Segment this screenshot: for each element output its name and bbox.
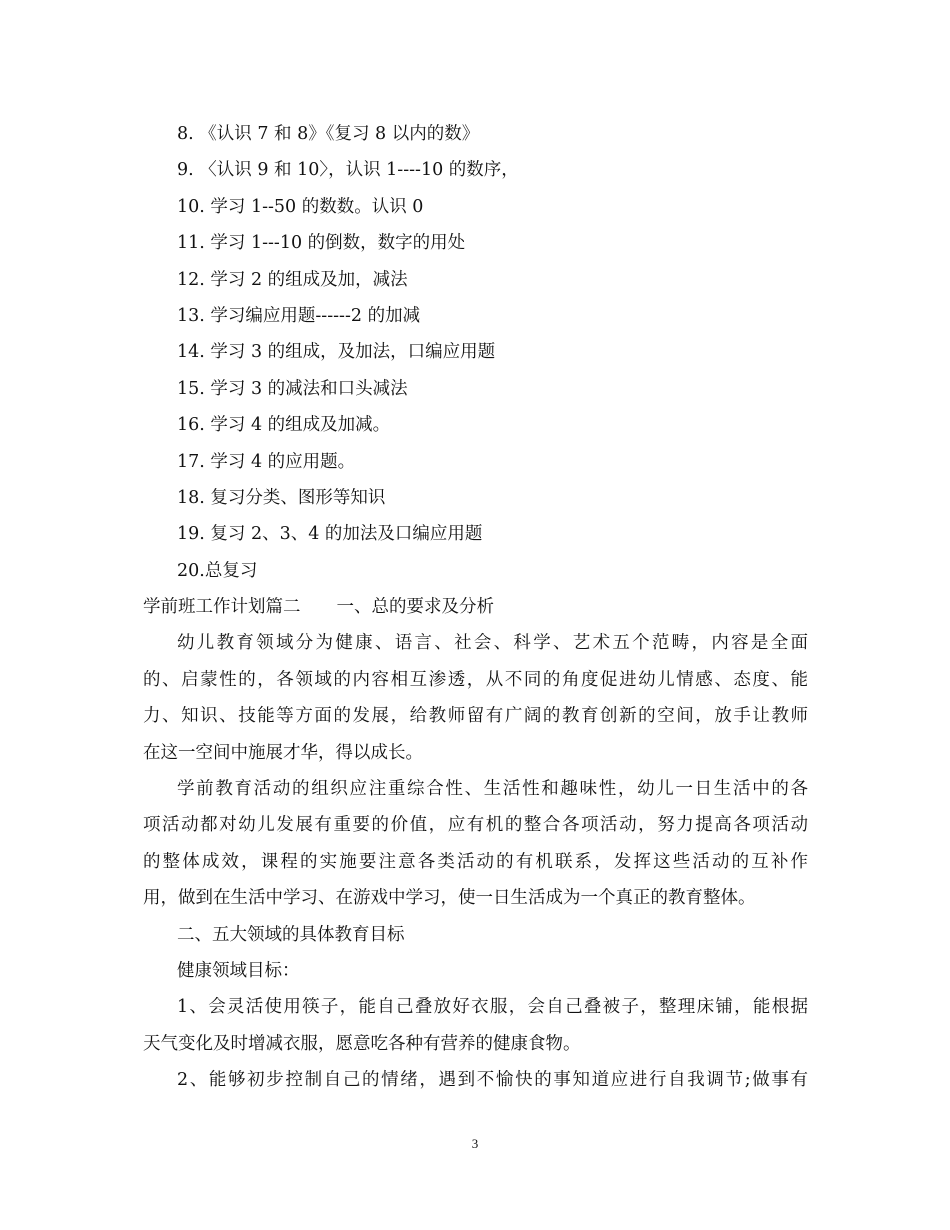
paragraph-line: 在这一空间中施展才华，得以成长。 [143,742,423,763]
list-item: 13. 学习编应用题------2 的加减 [177,305,421,326]
list-item: 9. 〈认识 9 和 10〉，认识 1----10 的数序， [177,160,519,181]
list-item: 18. 复习分类、图形等知识 [177,487,386,508]
paragraph-line: 的整体成效，课程的实施要注意各类活动的有机联系，发挥这些活动的互补作 [143,851,808,872]
subsection-title: 健康领域目标： [177,960,300,981]
heading-section: 一、总的要求及分析 [336,597,494,618]
page-content [143,116,808,1099]
list-item: 20.总复习 [177,560,258,581]
section-heading [143,589,808,625]
list-item: 19. 复习 2、3、4 的加法及口编应用题 [177,524,483,545]
list-item: 14. 学习 3 的组成，及加法，口编应用题 [177,342,496,363]
list-item: 15. 学习 3 的减法和口头减法 [177,378,408,399]
heading-title: 学前班工作计划篇二 [143,597,301,618]
list-item: 16. 学习 4 的组成及加减。 [177,415,391,436]
paragraph-line: 1、会灵活使用筷子，能自己叠放好衣服，会自己叠被子，整理床铺，能根据 [177,997,808,1018]
paragraph-line: 学前教育活动的组织应注重综合性、生活性和趣味性，幼儿一日生活中的各 [177,779,808,800]
list-item: 8. 《认识 7 和 8》《复习 8 以内的数》 [177,124,480,144]
page-number: 3 [471,1136,479,1151]
paragraph-line: 项活动都对幼儿发展有重要的价值，应有机的整合各项活动，努力提高各项活动 [143,815,808,836]
list-item: 17. 学习 4 的应用题。 [177,451,356,472]
paragraph-line: 2、能够初步控制自己的情绪，遇到不愉快的事知道应进行自我调节;做事有 [177,1070,808,1091]
list-item: 12. 学习 2 的组成及加，减法 [177,269,408,290]
paragraph-line: 幼儿教育领域分为健康、语言、社会、科学、艺术五个范畴，内容是全面 [177,633,808,654]
section-title: 二、五大领域的具体教育目标 [177,924,405,945]
list-item: 11. 学习 1---10 的倒数，数字的用处 [177,233,466,254]
list-item: 10. 学习 1--50 的数数。认识 0 [177,196,424,217]
paragraph-line: 天气变化及时增减衣服，愿意吃各种有营养的健康食物。 [143,1033,581,1054]
paragraph-line: 用，做到在生活中学习、在游戏中学习，使一日生活成为一个真正的教育整体。 [143,888,756,909]
paragraph-line: 力、知识、技能等方面的发展，给教师留有广阔的教育创新的空间，放手让教师 [143,706,808,727]
paragraph-line: 的、启蒙性的，各领域的内容相互渗透，从不同的角度促进幼儿情感、态度、能 [143,669,808,690]
